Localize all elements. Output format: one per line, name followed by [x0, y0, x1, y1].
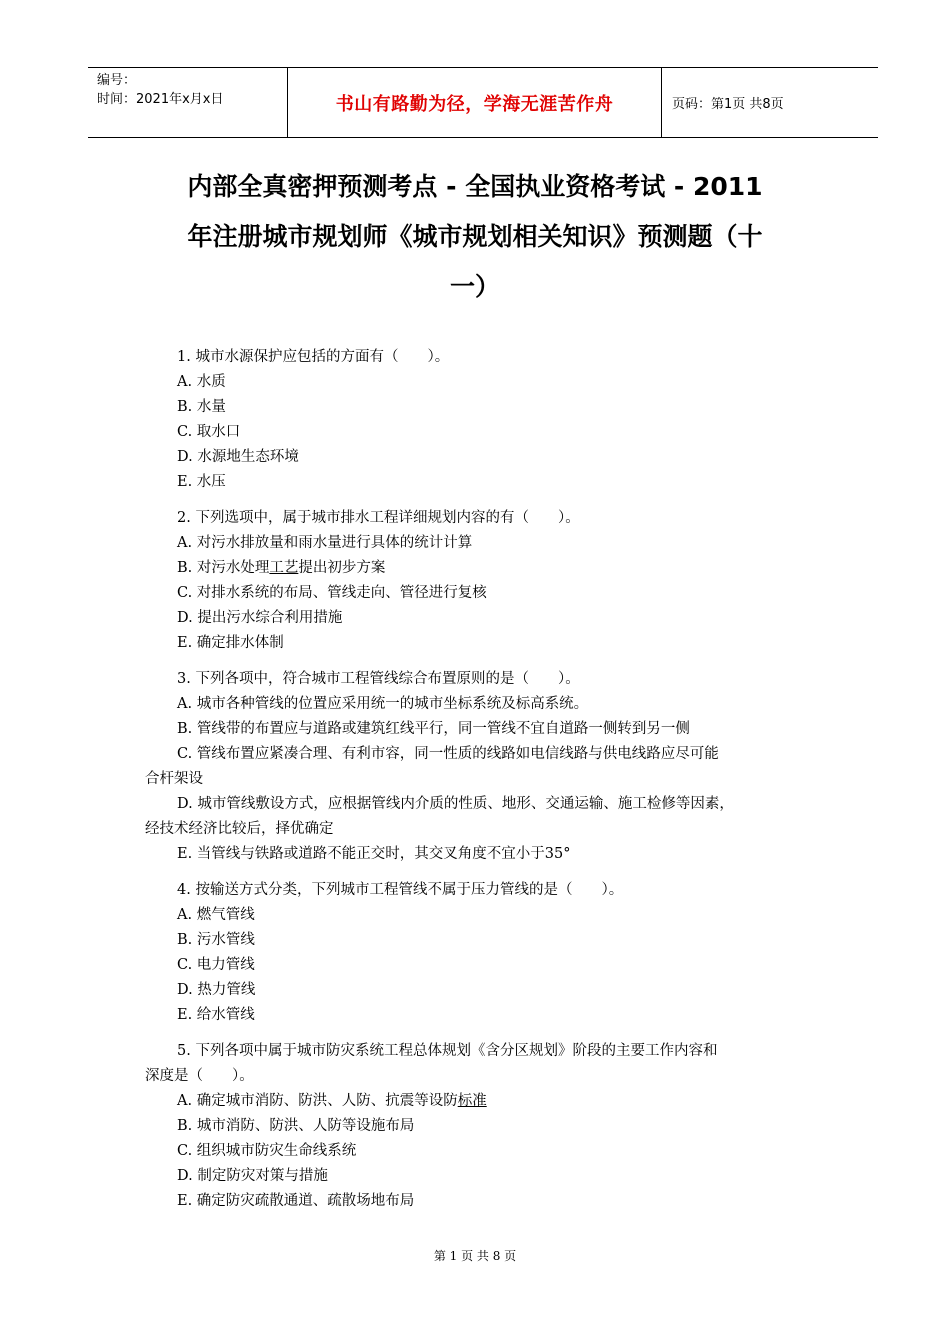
underlined-term: 工艺	[269, 560, 299, 576]
option: A. 水质	[177, 374, 226, 390]
option: D. 制定防灾对策与措施	[177, 1168, 328, 1184]
page-footer: 第 1 页 共 8 页	[433, 1249, 517, 1263]
page-info: 页码：第1页 共8页	[672, 97, 784, 112]
title-line-3: 一）	[449, 272, 500, 301]
option: B. 污水管线	[177, 932, 255, 948]
option: D. 城市管线敷设方式，应根据管线内介质的性质、地形、交通运输、施工检修等因素，	[177, 796, 734, 812]
number-label: 编号：	[97, 73, 137, 88]
question-1	[145, 345, 825, 495]
option-continuation: 合杆架设	[145, 771, 203, 787]
option: B. 水量	[177, 399, 226, 415]
option: E. 当管线与铁路或道路不能正交时，其交叉角度不宜小于35°	[177, 846, 571, 862]
option: A. 城市各种管线的位置应采用统一的城市坐标系统及标高系统。	[177, 696, 589, 712]
option	[145, 1089, 825, 1114]
option: B. 管线带的布置应与道路或建筑红线平行，同一管线不宜自道路一侧转到另一侧	[177, 721, 690, 737]
question-3	[145, 667, 825, 867]
option: A. 燃气管线	[177, 907, 255, 923]
question-stem: 5. 下列各项中属于城市防灾系统工程总体规划《含分区规划》阶段的主要工作内容和	[177, 1043, 718, 1059]
question-stem: 4. 按输送方式分类，下列城市工程管线不属于压力管线的是（ ）。	[177, 882, 624, 898]
header-table	[88, 67, 878, 138]
underlined-term: 标准	[457, 1093, 487, 1109]
option: E. 给水管线	[177, 1007, 255, 1023]
option: C. 组织城市防灾生命线系统	[177, 1143, 357, 1159]
question-stem: 2. 下列选项中，属于城市排水工程详细规划内容的有（ ）。	[177, 510, 580, 526]
header-meta-cell	[88, 68, 288, 137]
question-2	[145, 506, 825, 656]
question-stem-continuation: 深度是（ ）。	[145, 1068, 254, 1084]
option-continuation: 经技术经济比较后，择优确定	[145, 821, 334, 837]
header-motto-cell	[288, 68, 662, 137]
option: D. 热力管线	[177, 982, 256, 998]
option-text: A. 确定城市消防、防洪、人防、抗震等设防	[177, 1093, 458, 1109]
option: E. 水压	[177, 474, 226, 490]
question-stem: 1. 城市水源保护应包括的方面有（ ）。	[177, 349, 450, 365]
option: D. 提出污水综合利用措施	[177, 610, 343, 626]
title-line-1: 内部全真密押预测考点 - 全国执业资格考试 - 2011	[187, 172, 763, 201]
option-text: 提出初步方案	[298, 560, 386, 576]
option: B. 城市消防、防洪、人防等设施布局	[177, 1118, 415, 1134]
option: D. 水源地生态环境	[177, 449, 299, 465]
option: E. 确定排水体制	[177, 635, 284, 651]
motto: 书山有路勤为径，学海无涯苦作舟	[335, 93, 614, 115]
time-label: 时间：2021年x月x日	[97, 92, 224, 107]
option	[145, 556, 825, 581]
option: C. 管线布置应紧凑合理、有利市容，同一性质的线路如电信线路与供电线路应尽可能	[177, 746, 719, 762]
option: E. 确定防灾疏散通道、疏散场地布局	[177, 1193, 415, 1209]
option: A. 对污水排放量和雨水量进行具体的统计计算	[177, 535, 473, 551]
question-list	[145, 345, 825, 1214]
title-line-2: 年注册城市规划师《城市规划相关知识》预测题（十	[187, 222, 763, 251]
header-page-cell	[663, 68, 878, 137]
question-stem: 3. 下列各项中，符合城市工程管线综合布置原则的是（ ）。	[177, 671, 580, 687]
option: C. 取水口	[177, 424, 241, 440]
option-text: B. 对污水处理	[177, 560, 270, 576]
option: C. 电力管线	[177, 957, 255, 973]
question-5	[145, 1039, 825, 1214]
page-title	[130, 162, 820, 312]
question-4	[145, 878, 825, 1028]
option: C. 对排水系统的布局、管线走向、管径进行复核	[177, 585, 487, 601]
